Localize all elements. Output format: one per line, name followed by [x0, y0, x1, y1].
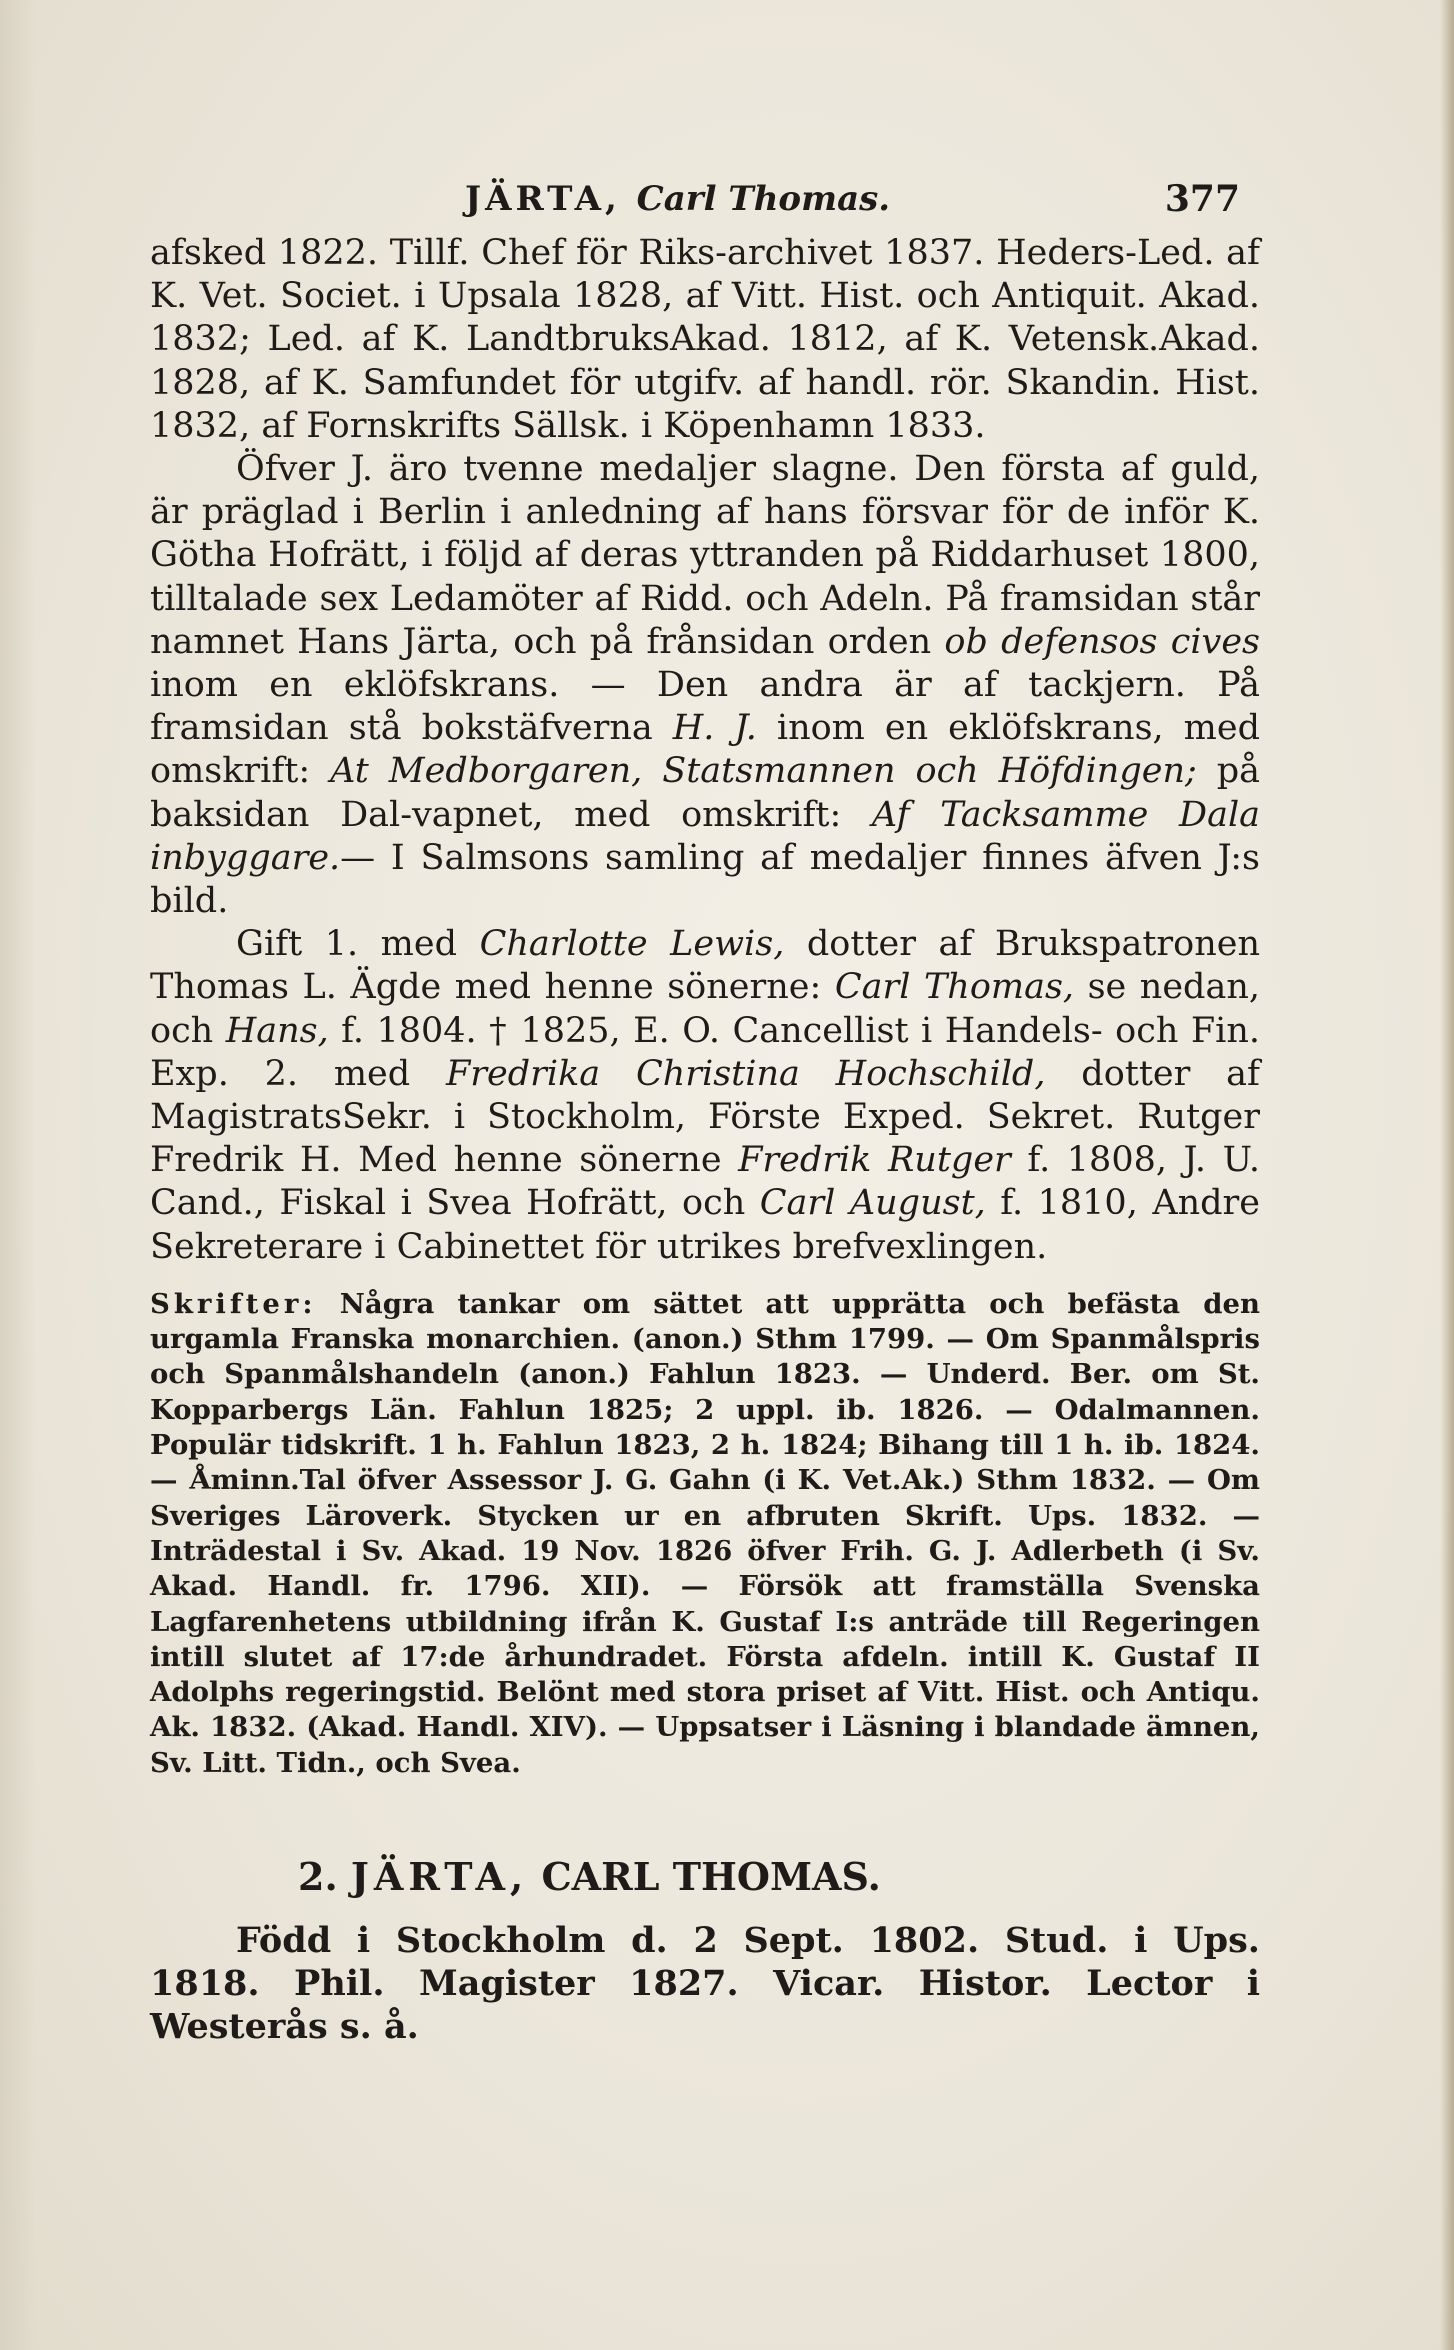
writings-label: Skrifter:: [150, 1287, 317, 1320]
text-run: på baksidan Dal-vapnet, med omskrift:: [150, 751, 1260, 835]
italic-run: Carl August,: [759, 1183, 986, 1224]
text-run: dotter af Brukspatronen Thomas L. Ägde med henne sönerne:: [150, 924, 1260, 1008]
italic-run: Charlotte Lewis,: [479, 924, 785, 965]
paragraph-career: afsked 1822. Tillf. Chef för Riks-archivet 1837. Heders-Led. af K. Vet. Societ. i Upsala 1828, af Vitt. Hist. och Antiquit. Akad. 1832; Led. af K. LandtbruksAkad. 1812, af K. Vetensk.Akad. 1828, af K. Samfundet för utgifv. af handl. rör. Skandin. Hist. 1832, af Fornskrifts Sällsk. i Köpenhamn 1833.: [150, 233, 1260, 446]
entry-text: Född i Stockholm d. 2 Sept. 1802. Stud. i Ups. 1818. Phil. Magister 1827. Vicar. Histor. Lector i Westerås s. å.: [150, 1920, 1260, 2048]
running-head-surname: JÄRTA,: [465, 179, 621, 219]
text-run: f. 1808, J. U. Cand., Fiskal i Svea Hofrätt, och: [150, 1140, 1260, 1224]
writings-list: [150, 1287, 1260, 1781]
text-run: inom en eklöfskrans, med omskrift:: [150, 708, 1260, 792]
entry-number: 2.: [298, 1854, 338, 1900]
text-run: se nedan, och: [150, 967, 1260, 1051]
paragraph-medals: [150, 448, 1260, 923]
entry-heading: [150, 1853, 1260, 1901]
text-run: f. 1810, Andre Sekreterare i Cabinettet för utrikes brefvexlingen.: [150, 1183, 1260, 1267]
paragraph-family: [150, 923, 1260, 1269]
italic-run: Carl Thomas,: [834, 967, 1075, 1008]
italic-run: ob defensos cives: [944, 621, 1260, 662]
italic-run: H. J.: [672, 708, 757, 749]
text-run: Öfver J. äro tvenne medaljer slagne. Den första af guld, är präglad i Berlin i anledning af hans försvar för de inför K. Götha Hofrätt, i följd af deras yttranden på Riddarhuset 1800, tilltalade sex Ledamöter af Ridd. och Adeln. På framsidan står namnet Hans Järta, och på frånsidan orden: [150, 449, 1260, 662]
text-run: — I Salmsons samling af medaljer finnes äfven J:s bild.: [150, 837, 1260, 922]
text-run: dotter af MagistratsSekr. i Stockholm, Förste Exped. Sekret. Rutger Fredrik H. Med henne sönerne: [150, 1053, 1260, 1181]
entry-surname: JÄRTA,: [350, 1854, 529, 1900]
page-number: 377: [1164, 178, 1240, 220]
body-text: [150, 232, 1260, 2084]
running-head-title: [465, 175, 890, 223]
italic-run: Fredrik Rutger: [738, 1140, 1011, 1181]
running-head: [150, 175, 1240, 223]
running-head-given-name: Carl Thomas.: [636, 179, 891, 219]
italic-run: Hans,: [225, 1010, 329, 1051]
italic-run: At Medborgaren, Statsmannen och Höfdingen;: [330, 751, 1197, 792]
binding-gutter: [0, 0, 36, 2350]
text-run: f. 1804. † 1825, E. O. Cancellist i Handels- och Fin. Exp. 2. med: [150, 1010, 1261, 1094]
page-edge: [1440, 0, 1454, 2350]
italic-run: Af Tacksamme Dala inbyggare.: [150, 794, 1260, 878]
writings-text: Några tankar om sättet att upprätta och befästa den urgamla Franska monarchien. (anon.) Sthm 1799. — Om Spanmålspris och Spanmålshandeln (anon.) Fahlun 1823. — Underd. Ber. om St. Kopparbergs Län. Fahlun 1825; 2 uppl. ib. 1826. — Odalmannen. Populär tidskrift. 1 h. Fahlun 1823, 2 h. 1824; Bihang till 1 h. ib. 1824. — Åminn.Tal öfver Assessor J. G. Gahn (i K. Vet.Ak.) Sthm 1832. — Om Sveriges Läroverk. Stycken ur en afbruten Skrift. Ups. 1832. — Inträdestal i Sv. Akad. 19 Nov. 1826 öfver Frih. G. J. Adlerbeth (i Sv. Akad. Handl. fr. 1796. XII). — Försök att framställa Svenska Lagfarenhetens utbildning ifrån K. Gustaf I:s anträde till Regeringen intill slutet af 17:de århundradet. Första afdeln. intill K. Gustaf II Adolphs regeringstid. Belönt med stora priset af Vitt. Hist. och Antiqu. Ak. 1832. (Akad. Handl. XIV). — Uppsatser i Läsning i blandade ämnen, Sv. Litt. Tidn., och Svea.: [150, 1287, 1260, 1779]
text-run: inom en eklöfskrans. — Den andra är af tackjern. På framsidan stå bokstäfverna: [150, 665, 1260, 749]
text-run: Gift 1. med: [236, 924, 480, 965]
italic-run: Fredrika Christina Hochschild,: [446, 1053, 1046, 1094]
entry-given-name: CARL THOMAS.: [541, 1854, 881, 1900]
